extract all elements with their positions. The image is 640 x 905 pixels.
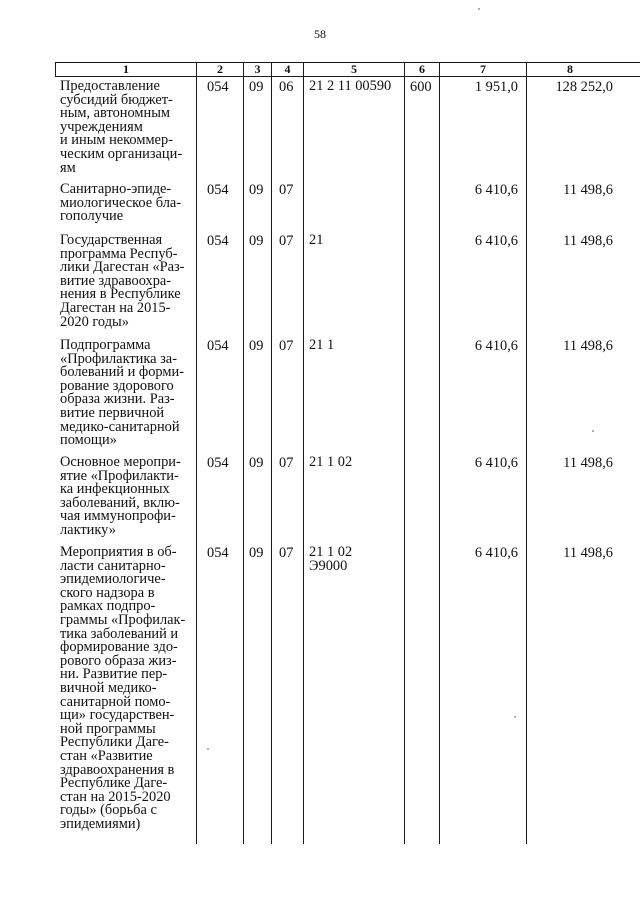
col-divider-2	[243, 62, 244, 844]
header-bottom-border	[55, 76, 640, 77]
col-divider-1	[196, 62, 197, 844]
row-program-code: 21 1 02 Э9000	[309, 544, 353, 574]
row-subsection-code: 07	[279, 233, 294, 249]
row-amount-8: 11 498,6	[563, 338, 613, 354]
row-name: Основное меропри- ятие «Профилакти- ка инфекционных заболеваний, вклю- чая иммунопрофи- лактику»	[60, 454, 181, 538]
col-divider-6	[439, 62, 440, 844]
row-name: Государственная программа Респуб- лики Дагестан «Раз- витие здравоохра- нения в Республике Дагестан на 2015- 2020 годы»	[60, 232, 185, 330]
row-admin-code: 054	[207, 545, 229, 561]
scan-speck	[207, 748, 209, 750]
col-header-1: 1	[123, 62, 129, 76]
row-amount-7: 6 410,6	[474, 182, 518, 198]
row-expense-type: 600	[410, 79, 432, 95]
row-subsection-code: 07	[279, 455, 294, 471]
row-amount-8: 11 498,6	[563, 182, 613, 198]
col-header-8: 8	[567, 62, 573, 76]
col-header-7: 7	[480, 62, 486, 76]
row-name: Предоставление субсидий бюджет- ным, автономным учреждениям и иным некоммер- ческим организаци- ям	[60, 78, 183, 176]
row-amount-8: 11 498,6	[563, 545, 613, 561]
col-divider-4	[303, 62, 304, 844]
row-amount-7: 6 410,6	[474, 455, 518, 471]
row-amount-7: 1 951,0	[474, 79, 518, 95]
row-admin-code: 054	[207, 182, 229, 198]
row-admin-code: 054	[207, 455, 229, 471]
row-amount-7: 6 410,6	[474, 233, 518, 249]
row-subsection-code: 07	[279, 338, 294, 354]
col-divider-7	[526, 62, 527, 844]
scan-speck	[478, 8, 480, 10]
row-amount-7: 6 410,6	[474, 338, 518, 354]
col-header-4: 4	[284, 62, 291, 76]
row-subsection-code: 07	[279, 182, 294, 198]
row-program-code: 21 2 11 00590	[309, 78, 392, 94]
col-divider-5	[404, 62, 405, 844]
row-subsection-code: 06	[279, 79, 294, 95]
row-name: Подпрограмма «Профилактика за- болеваний и форми- рование здорового образа жизни. Раз- витие первичной медико-санитарной помощи»	[60, 337, 184, 449]
row-section-code: 09	[249, 545, 264, 561]
row-program-code: 21 1	[309, 337, 335, 353]
row-section-code: 09	[249, 79, 264, 95]
col-header-6: 6	[419, 62, 425, 76]
page-number: 58	[314, 27, 326, 41]
row-section-code: 09	[249, 338, 264, 354]
col-header-5: 5	[351, 62, 357, 76]
row-name: Мероприятия в об- ласти санитарно- эпидемиологиче- ского надзора в рамках подпро- граммы «Профилак- тика заболеваний и формирование здо- рового образа жиз- ни. Развитие пер- вичной медико- санитарной помо- щи» государствен- ной программы Республики Даге- стан «Развитие здравоохранения в Республике Даге- стан на 2015-2020 годы» (борьба с эпидемиями)	[60, 544, 186, 832]
row-section-code: 09	[249, 182, 264, 198]
col-header-3: 3	[254, 62, 261, 76]
scan-speck	[592, 430, 594, 432]
row-amount-7: 6 410,6	[474, 545, 518, 561]
row-program-code: 21	[309, 232, 324, 248]
col-divider-3	[271, 62, 272, 844]
scan-speck	[514, 716, 516, 718]
row-amount-8: 128 252,0	[555, 79, 613, 95]
row-section-code: 09	[249, 233, 264, 249]
row-amount-8: 11 498,6	[563, 233, 613, 249]
row-name: Санитарно-эпиде- миологическое бла- гополучие	[60, 181, 182, 225]
row-subsection-code: 07	[279, 545, 294, 561]
row-admin-code: 054	[207, 233, 229, 249]
row-admin-code: 054	[207, 338, 229, 354]
row-section-code: 09	[249, 455, 264, 471]
row-admin-code: 054	[207, 79, 229, 95]
col-header-2: 2	[217, 62, 223, 76]
row-program-code: 21 1 02	[309, 454, 353, 470]
row-amount-8: 11 498,6	[563, 455, 613, 471]
